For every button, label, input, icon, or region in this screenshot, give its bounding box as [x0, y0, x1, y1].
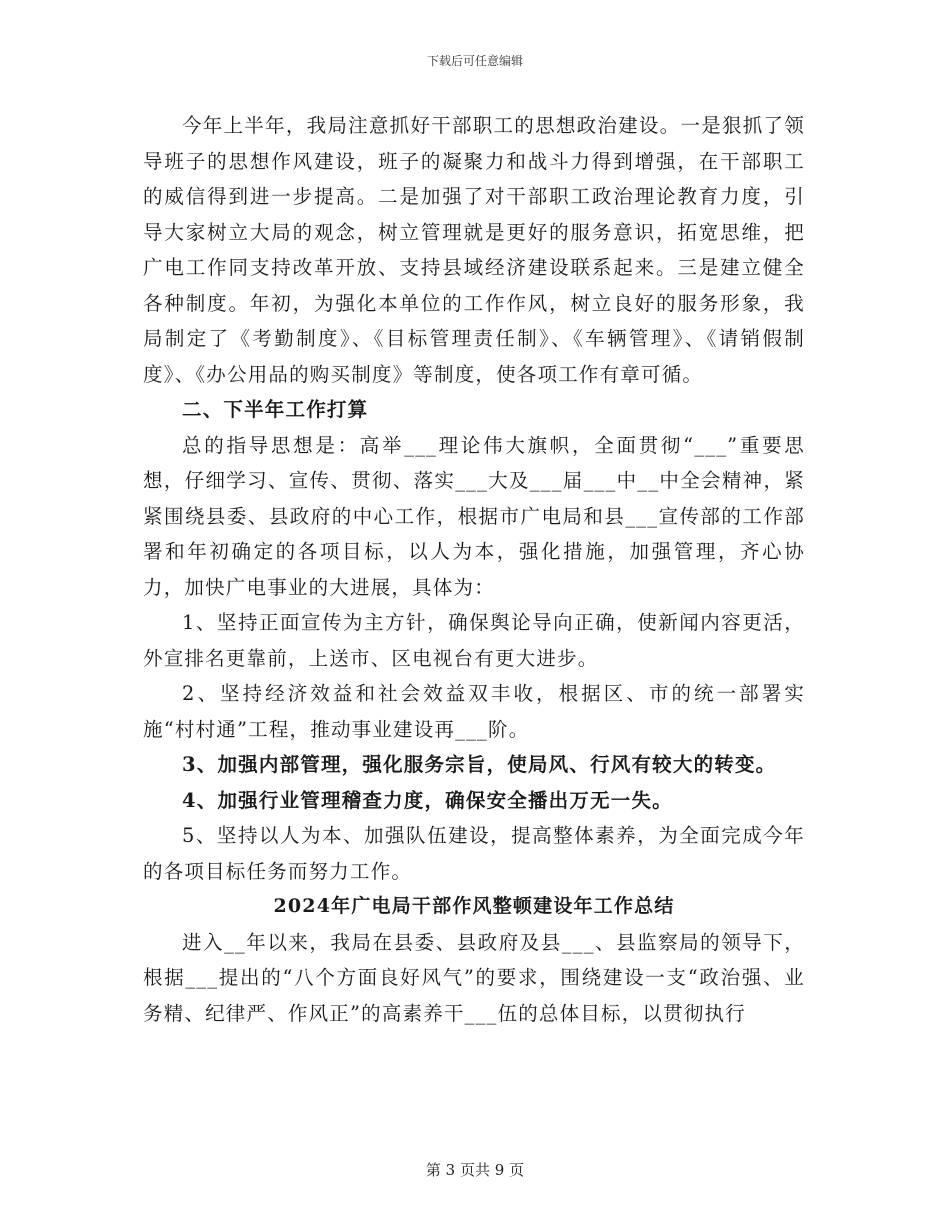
list-item-4: 4、加强行业管理稽查力度，确保安全播出万无一失。: [182, 788, 673, 812]
heading-second-half-plan: 二、下半年工作打算: [182, 398, 369, 421]
page-number: 第 3 页共 9 页: [425, 1161, 525, 1179]
header-note: 下载后可任意编辑: [426, 54, 523, 68]
document-body: [143, 108, 805, 1031]
paragraph-first-half-summary: 今年上半年，我局注意抓好干部职工的思想政治建设。一是狠抓了领导班子的思想作风建设，班子的凝聚力和战斗力得到增强，在干部职工的威信得到进一步提高。二是加强了对干部职工政治理论教育力度，引导大家树立大局的观念，树立管理就是更好的服务意识，拓宽思维，把广电工作同支持改革开放、支持县域经济建设联系起来。三是建立健全各种制度。年初，为强化本单位的工作作风，树立良好的服务形象，我局制定了《考勤制度》、《目标管理责任制》、《车辆管理》、《请销假制度》、《办公用品的购买制度》等制度，使各项工作有章可循。: [143, 114, 805, 386]
list-item-2: 2、坚持经济效益和社会效益双丰收，根据区、市的统一部署实施“村村通”工程，推动事业建设再___阶。: [143, 682, 805, 741]
paragraph-guiding-thought: 总的指导思想是：高举___理论伟大旗帜，全面贯彻“___”重要思想，仔细学习、宣传、贯彻、落实___大及___届___中__中全会精神，紧紧围绕县委、县政府的中心工作，根据市广电局和县___宣传部的工作部署和年初确定的各项目标，以人为本，强化措施，加强管理，齐心协力，加快广电事业的大进展，具体为：: [143, 433, 805, 599]
paragraph-closing: 进入__年以来，我局在县委、县政府及县___、县监察局的领导下，根据___提出的“八个方面良好风气”的要求，围绕建设一支“政治强、业务精、纪律严、作风正”的高素养干___伍的总体目标，以贯彻执行: [143, 930, 805, 1025]
section-title: 2024年广电局干部作风整顿建设年工作总结: [273, 895, 675, 917]
list-item-1: 1、坚持正面宣传为主方针，确保舆论导向正确，使新闻内容更活，外宣排名更靠前，上送市、区电视台有更大进步。: [143, 611, 805, 670]
list-item-3: 3、加强内部管理，强化服务宗旨，使局风、行风有较大的转变。: [182, 753, 777, 776]
list-item-5: 5、坚持以人为本、加强队伍建设，提高整体素养，为全面完成今年的各项目标任务而努力工作。: [143, 824, 805, 883]
